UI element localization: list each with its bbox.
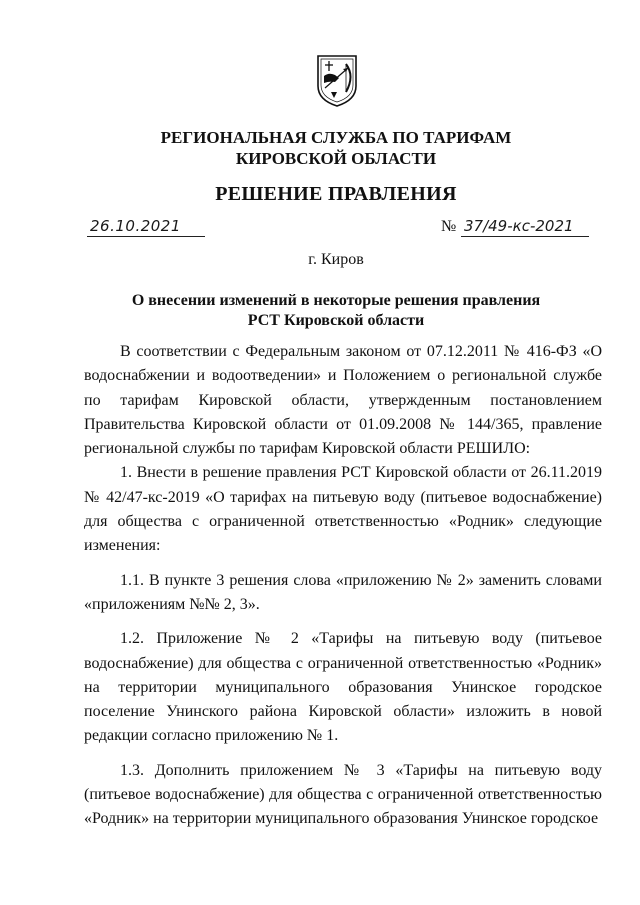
org-title-line2: КИРОВСКОЙ ОБЛАСТИ <box>235 149 437 168</box>
paragraph-preamble: В соответствии с Федеральным законом от 07.12.2011 № 416-ФЗ «О водоснабжении и водоотведении» и Положением о региональной службе по тарифам Кировской области, утвержденным постановлением Правительства Кировской области от 01.09.2008 № 144/365, правление региональной службы по тарифам Кировской области РЕШИЛО: <box>84 343 602 458</box>
subject-line1: О внесении изменений в некоторые решения правления <box>131 292 541 309</box>
city-name: г. Киров <box>308 251 364 268</box>
decision-date-field <box>87 216 205 237</box>
document-body <box>84 340 602 832</box>
paragraph-item-1-3: 1.3. Дополнить приложением № 3 «Тарифы на питьевую воду (питьевое водоснабжение) для общества с ограниченной ответственностью «Родник» на территории муниципального образования Унинское городское <box>84 761 602 828</box>
decision-number-line <box>461 216 589 237</box>
org-title-line1: РЕГИОНАЛЬНАЯ СЛУЖБА ПО ТАРИФАМ <box>160 128 512 147</box>
paragraph-item-1: 1. Внести в решение правления РСТ Кировской области от 26.11.2019 № 42/47-кс-2019 «О тарифах на питьевую воду (питьевое водоснабжение) для общества с ограниченной ответственностью «Родник» следующие изменения: <box>84 464 602 555</box>
document-type-title: РЕШЕНИЕ ПРАВЛЕНИЯ <box>215 183 457 205</box>
number-sign: № <box>441 218 457 235</box>
paragraph-item-1-2: 1.2. Приложение № 2 «Тарифы на питьевую воду (питьевое водоснабжение) для общества с ограниченной ответственностью «Родник» на территории муниципального образования Унинское городское поселение Унинского района Кировской области» изложить в новой редакции согласно приложению № 1. <box>84 630 602 745</box>
decision-date: 26.10.2021 <box>90 217 181 235</box>
paragraph-item-1-1: 1.1. В пункте 3 решения слова «приложению № 2» заменить словами «приложениям №№ 2, 3». <box>84 571 602 613</box>
decision-number: 37/49-кс-2021 <box>464 217 574 235</box>
decision-number-field <box>441 216 591 238</box>
kirov-coat-of-arms-icon <box>315 52 359 108</box>
subject-line2: РСТ Кировской области <box>247 312 425 329</box>
